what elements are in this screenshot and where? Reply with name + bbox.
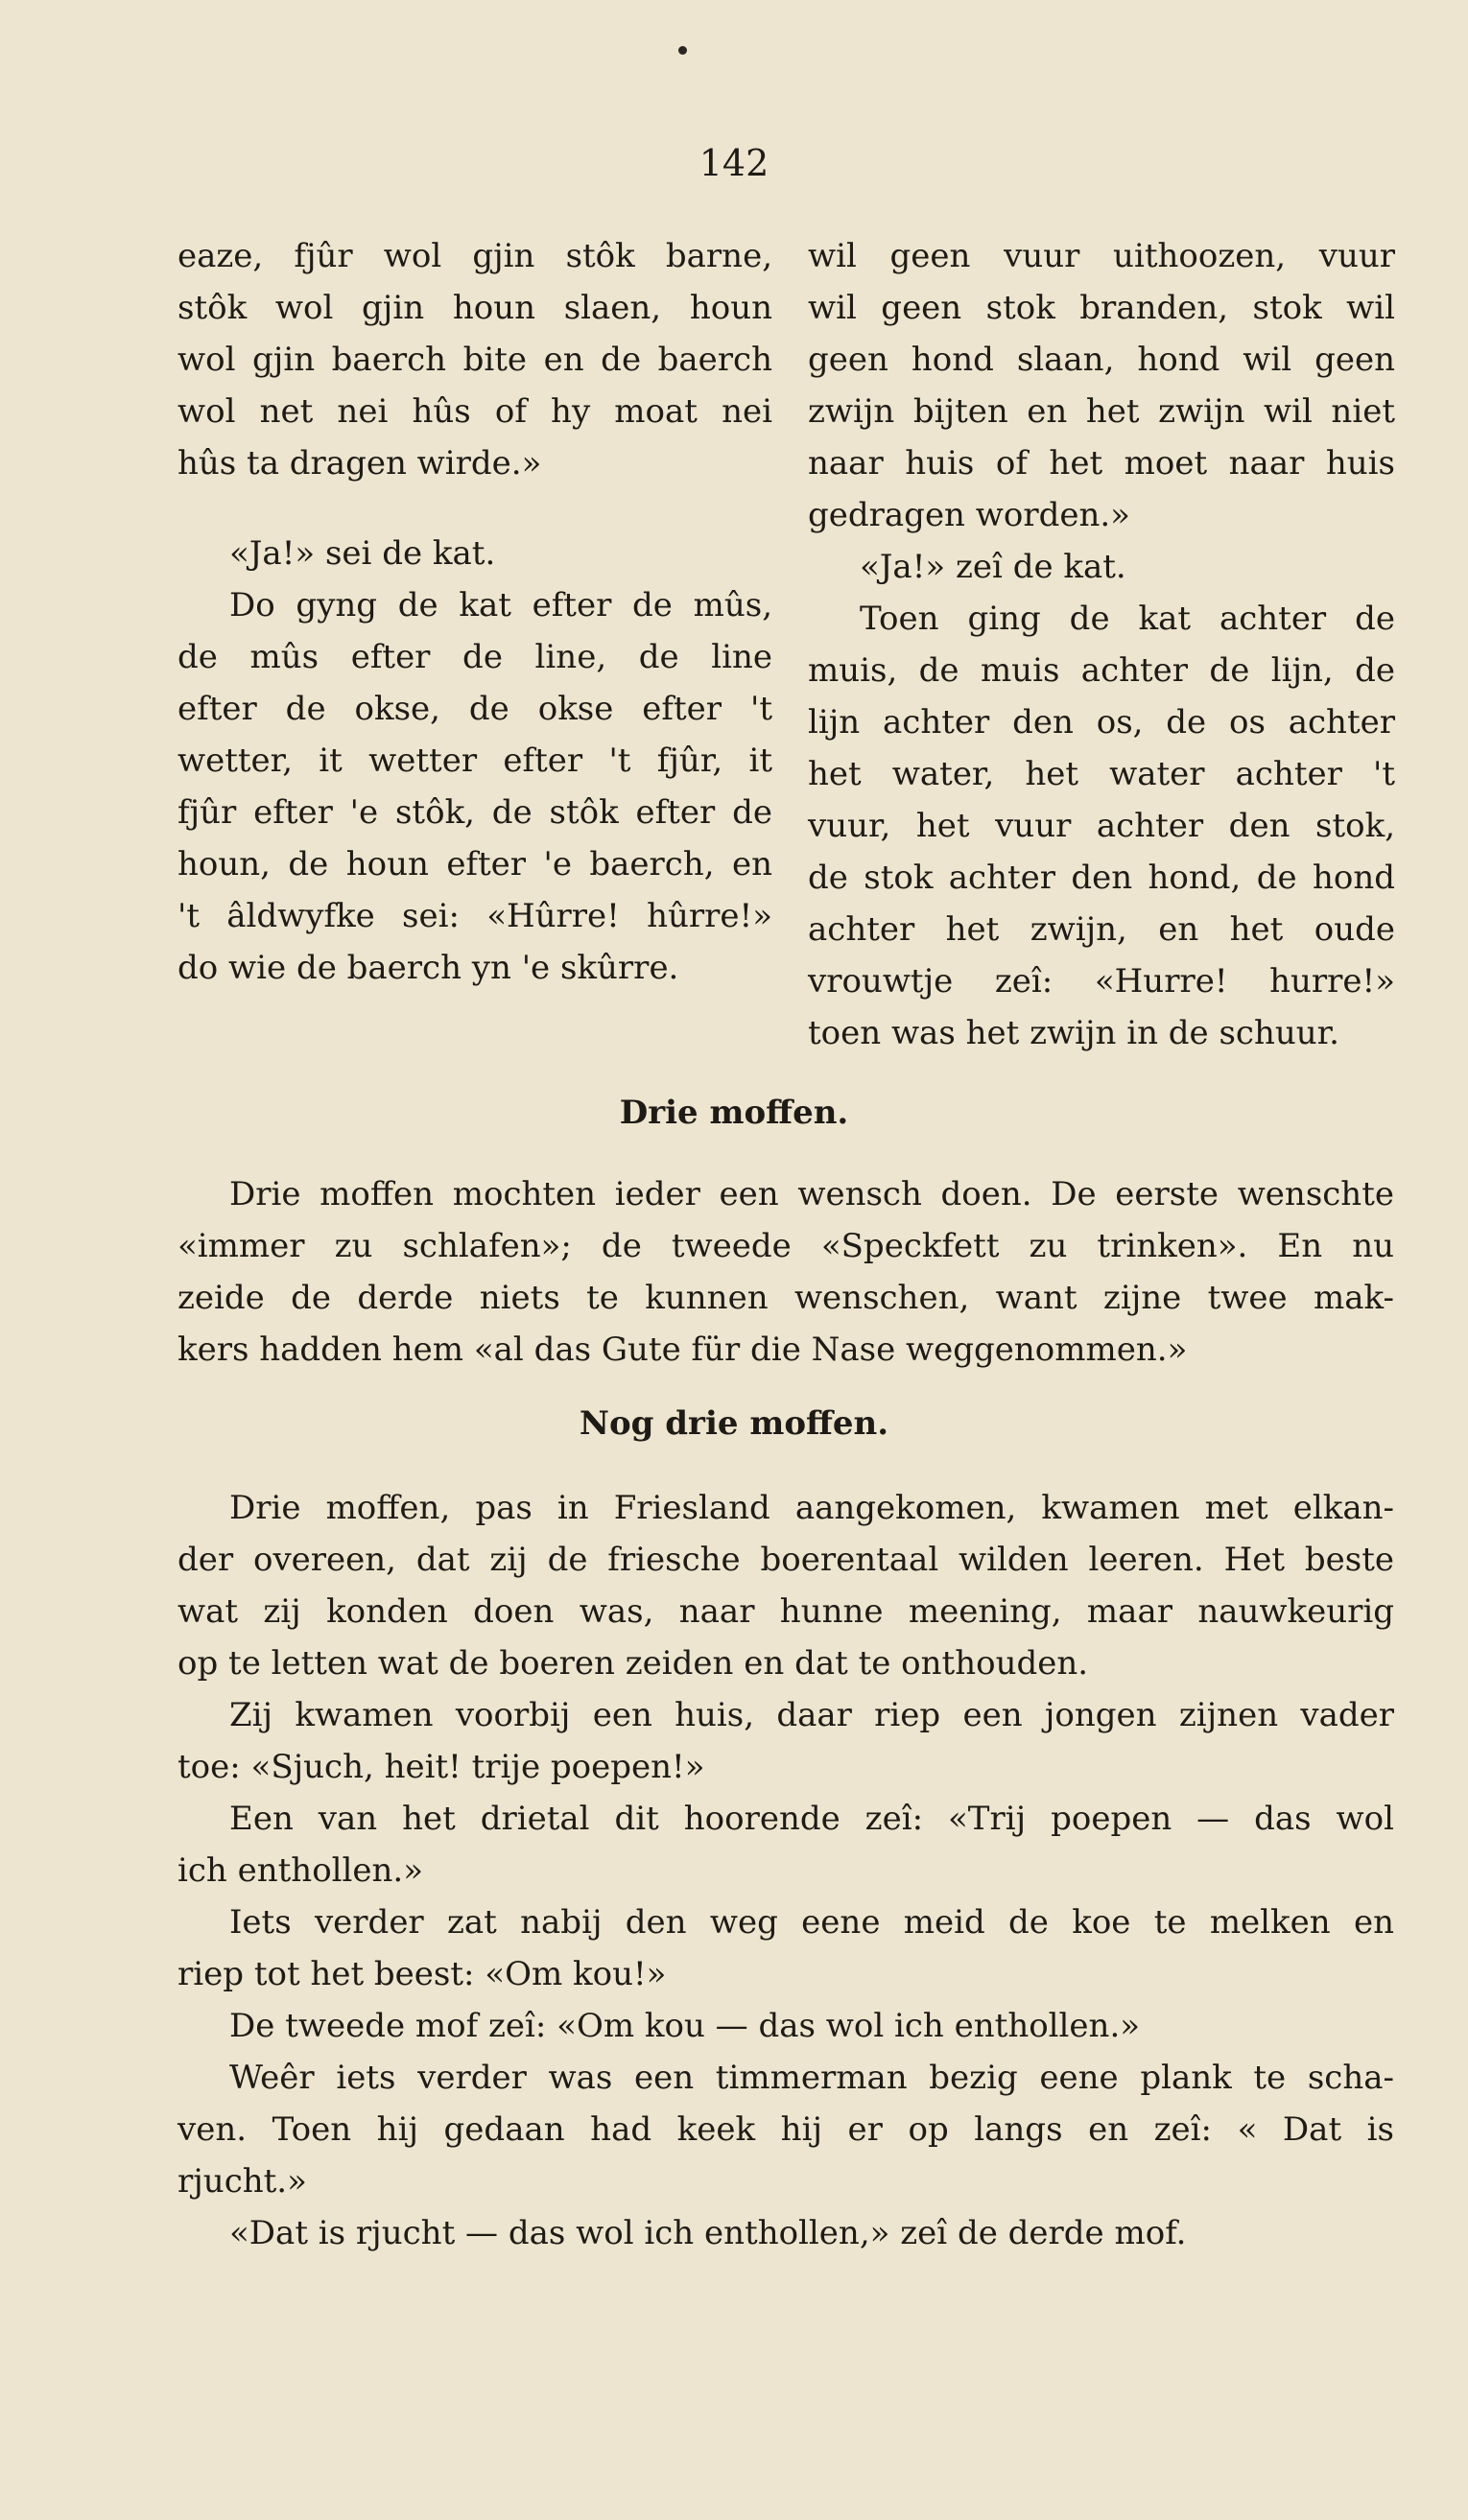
section-body-nog-drie-moffen — [178, 1482, 1394, 2259]
body-line: ich enthollen.» — [178, 1851, 424, 1890]
right-line: Toen ging de kat achter de — [860, 600, 1395, 638]
section-heading-drie-moffen: Drie moffen. — [619, 1094, 849, 1132]
left-line: efter de okse, de okse efter 't — [178, 690, 772, 728]
body-line: wat zij konden doen was, naar hunne meening, maar nauwkeurig — [178, 1592, 1394, 1631]
right-line: het water, het water achter 't — [808, 755, 1395, 793]
body-line: Iets verder zat nabij den weg eene meid de koe te melken en — [229, 1903, 1394, 1942]
left-line: wetter, it wetter efter 't fjûr, it — [178, 742, 772, 780]
right-line: muis, de muis achter de lijn, de — [808, 651, 1395, 690]
body-line: ven. Toen hij gedaan had keek hij er op langs en zeî: « Dat is — [178, 2110, 1394, 2149]
right-column-dutch — [808, 230, 1395, 1059]
body-line: «Dat is rjucht — das wol ich enthollen,» zeî de derde mof. — [229, 2214, 1187, 2252]
body-line: op te letten wat de boeren zeiden en dat te onthouden. — [178, 1644, 1089, 1683]
left-line: eaze, fjûr wol gjin stôk barne, — [178, 237, 772, 275]
right-line: achter het zwijn, en het oude — [808, 910, 1395, 949]
right-line: zwijn bijten en het zwijn wil niet — [808, 392, 1395, 431]
left-line: hûs ta dragen wirde.» — [178, 444, 542, 483]
left-column-frisian — [178, 230, 772, 994]
body-line: toe: «Sjuch, heit! trije poepen!» — [178, 1748, 705, 1786]
right-line: de stok achter den hond, de hond — [808, 859, 1395, 897]
body-line: Een van het drietal dit hoorende zeî: «Trij poepen — das wol — [229, 1800, 1394, 1838]
left-line: Do gyng de kat efter de mûs, — [229, 586, 772, 624]
body-line: der overeen, dat zij de friesche boerentaal wilden leeren. Het beste — [178, 1541, 1394, 1579]
right-line: «Ja!» zeî de kat. — [860, 548, 1126, 586]
left-line: stôk wol gjin houn slaen, houn — [178, 289, 772, 327]
right-line: gedragen worden.» — [808, 496, 1130, 534]
section-heading-nog-drie-moffen: Nog drie moffen. — [579, 1404, 889, 1443]
body-line: De tweede mof zeî: «Om kou — das wol ich enthollen.» — [229, 2007, 1141, 2045]
right-line: geen hond slaan, hond wil geen — [808, 341, 1395, 379]
left-line: «Ja!» sei de kat. — [229, 534, 496, 573]
left-line: fjûr efter 'e stôk, de stôk efter de — [178, 793, 772, 832]
body-line: Drie moffen, pas in Friesland aangekomen, kwamen met elkan- — [229, 1489, 1394, 1527]
right-line: wil geen stok branden, stok wil — [808, 289, 1395, 327]
left-line: de mûs efter de line, de line — [178, 638, 772, 676]
body-line: kers hadden hem «al das Gute für die Nase weggenommen.» — [178, 1331, 1188, 1369]
left-line: wol net nei hûs of hy moat nei — [178, 392, 772, 431]
right-line: lijn achter den os, de os achter — [808, 703, 1395, 742]
body-line: zeide de derde niets te kunnen wenschen, want zijne twee mak- — [178, 1279, 1394, 1317]
body-line: Weêr iets verder was een timmerman bezig eene plank te scha- — [229, 2059, 1394, 2097]
page-speck-mark — [678, 46, 687, 55]
section-body-drie-moffen — [178, 1168, 1394, 1376]
body-line: Drie moffen mochten ieder een wensch doen. De eerste wenschte — [229, 1175, 1394, 1213]
body-line: Zij kwamen voorbij een huis, daar riep een jongen zijnen vader — [229, 1696, 1394, 1734]
body-line: rjucht.» — [178, 2162, 307, 2201]
body-line: «immer zu schlafen»; de tweede «Speckfett zu trinken». En nu — [178, 1227, 1394, 1265]
right-line: naar huis of het moet naar huis — [808, 444, 1395, 483]
right-line: vrouwtje zeî: «Hurre! hurre!» — [808, 962, 1395, 1001]
left-line: do wie de baerch yn 'e skûrre. — [178, 949, 679, 987]
right-line: toen was het zwijn in de schuur. — [808, 1014, 1339, 1052]
right-line: wil geen vuur uithoozen, vuur — [808, 237, 1395, 275]
left-line: houn, de houn efter 'e baerch, en — [178, 845, 772, 883]
page-number: 142 — [698, 142, 770, 184]
right-line: vuur, het vuur achter den stok, — [808, 807, 1395, 845]
left-line: wol gjin baerch bite en de baerch — [178, 341, 772, 379]
paragraph-gap — [178, 489, 772, 528]
left-line: 't âldwyfke sei: «Hûrre! hûrre!» — [178, 897, 772, 935]
body-line: riep tot het beest: «Om kou!» — [178, 1955, 667, 1993]
